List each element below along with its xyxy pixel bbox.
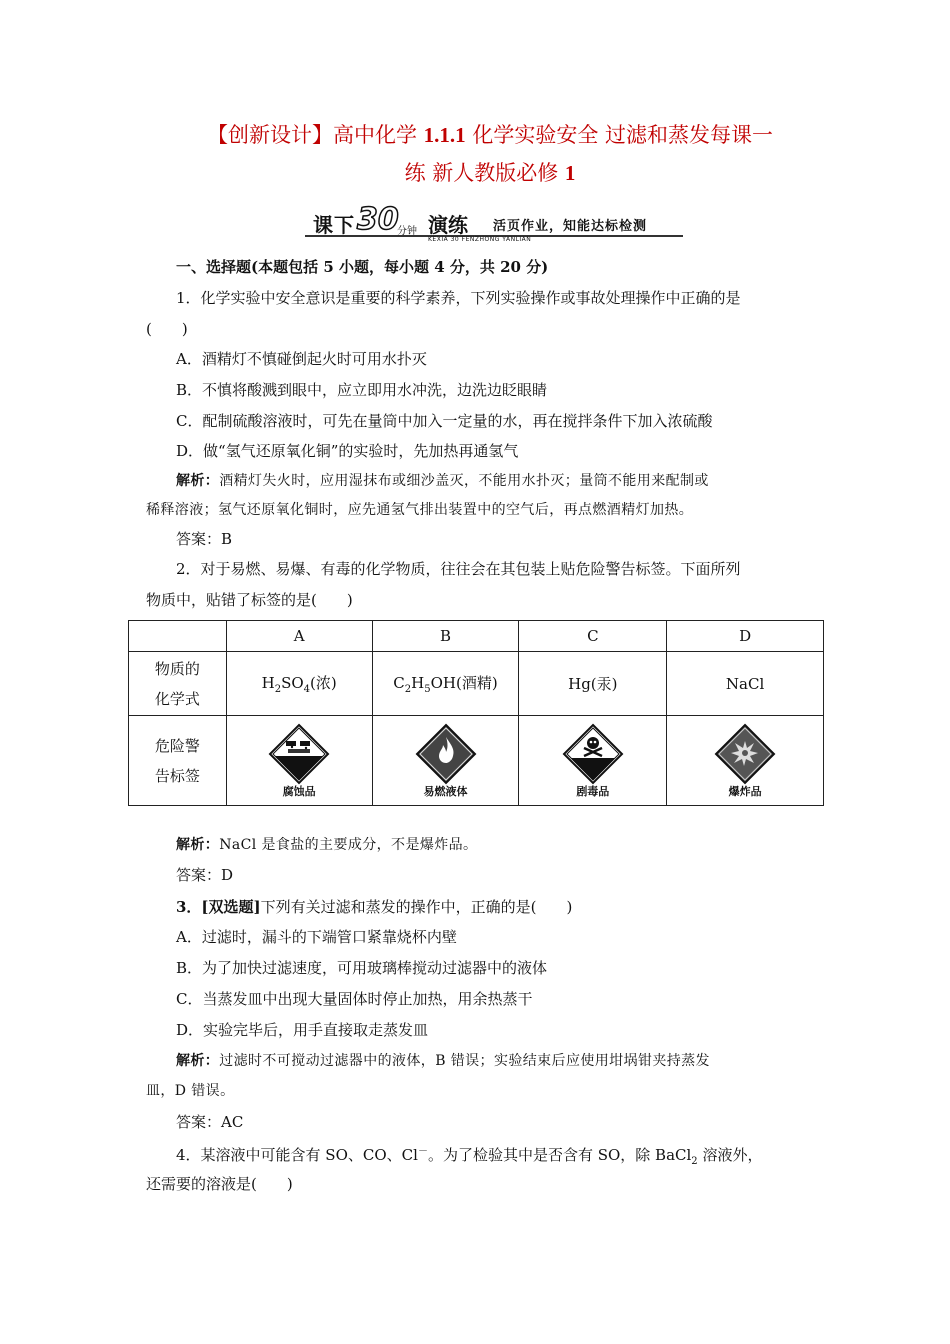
- q1-blank: ( ): [146, 320, 188, 338]
- hazard-table: [128, 620, 824, 806]
- q1-option-a: A．酒精灯不慎碰倒起火时可用水扑灭: [176, 350, 427, 368]
- flame-icon: [415, 723, 477, 785]
- q1-option-b: B．不慎将酸溅到眼中，应立即用水冲洗，边洗边眨眼睛: [176, 381, 548, 399]
- q1-option-c: C．配制硫酸溶液时，可先在量筒中加入一定量的水，再在搅拌条件下加入浓硫酸: [176, 412, 713, 430]
- formula-a: $H_2SO_4$(浓): [226, 652, 372, 716]
- banner-subtitle: 活页作业，知能达标检测: [493, 219, 648, 234]
- q2-answer: 答案：D: [176, 866, 234, 884]
- banner-number: 30: [357, 202, 399, 237]
- section-banner: [305, 202, 683, 246]
- q1-option-d: D．做“氢气还原氧化铜”的实验时，先加热再通氢气: [176, 442, 519, 460]
- q4-stem: 4．某溶液中可能含有 SO、CO、Cl－。为了检验其中是否含有 SO，除 BaCl$_2$ 溶液外，: [176, 1146, 763, 1167]
- q2-explanation: 解析：NaCl 是食盐的主要成分，不是爆炸品。: [176, 837, 478, 853]
- q3-answer: 答案：AC: [176, 1113, 244, 1131]
- sign-toxic: 剧毒品: [519, 716, 667, 806]
- sign-corrosive: 腐蚀品: [226, 716, 372, 806]
- table-header-empty: [129, 621, 227, 652]
- q2-stem: 2．对于易燃、易爆、有毒的化学物质，往往会在其包装上贴危险警告标签。下面所列: [176, 560, 741, 578]
- q3-explanation-cont: 皿，D 错误。: [146, 1083, 235, 1099]
- q1-answer: 答案：B: [176, 530, 233, 548]
- banner-fenzhong: 分钟: [397, 226, 417, 237]
- q3-option-b: B．为了加快过滤速度，可用玻璃棒搅动过滤器中的液体: [176, 959, 548, 977]
- sign-flammable-liquid: 易燃液体: [372, 716, 519, 806]
- table-header-a: A: [226, 621, 372, 652]
- formula-d: NaCl: [667, 652, 824, 716]
- banner-kexia: 课下: [313, 213, 355, 237]
- q1-stem: 1．化学实验中安全意识是重要的科学素养，下列实验操作或事故处理操作中正确的是: [176, 289, 741, 307]
- q1-explanation: 解析：酒精灯失火时，应用湿抹布或细沙盖灭，不能用水扑灭；量筒不能用来配制或: [176, 473, 709, 489]
- section-heading: 一、选择题(本题包括 5 小题，每小题 4 分，共 20 分): [176, 258, 549, 276]
- q3-option-d: D．实验完毕后，用手直接取走蒸发皿: [176, 1021, 429, 1039]
- formula-c: Hg(汞): [519, 652, 667, 716]
- q3-stem: 3．[双选题]下列有关过滤和蒸发的操作中，正确的是( ): [176, 898, 573, 916]
- corrosive-icon: [268, 723, 330, 785]
- table-header-b: B: [372, 621, 519, 652]
- banner-yanlian: 演练: [428, 213, 468, 237]
- banner-pinyin: KEXIA 30 FENZHONG YANLIAN: [428, 236, 532, 243]
- explosion-icon: [714, 723, 776, 785]
- q3-explanation: 解析：过滤时不可搅动过滤器中的液体，B 错误；实验结束后应使用坩埚钳夹持蒸发: [176, 1053, 710, 1069]
- table-header-c: C: [519, 621, 667, 652]
- q4-stem-cont: 还需要的溶液是( ): [146, 1175, 293, 1193]
- skull-icon: [562, 723, 624, 785]
- formula-b: $C_2H_5OH$(酒精): [372, 652, 519, 716]
- q2-stem-cont: 物质中，贴错了标签的是( ): [146, 591, 353, 609]
- q3-option-c: C．当蒸发皿中出现大量固体时停止加热，用余热蒸干: [176, 990, 533, 1008]
- sign-explosive: 爆炸品: [667, 716, 824, 806]
- table-header-d: D: [667, 621, 824, 652]
- q1-explanation-cont: 稀释溶液；氢气还原氧化铜时，应先通氢气排出装置中的空气后，再点燃酒精灯加热。: [146, 502, 694, 518]
- document-title: 【创新设计】高中化学 1.1.1 化学实验安全 过滤和蒸发每课一 练 新人教版必修 1: [206, 123, 774, 185]
- row-label-sign: 危险警 告标签: [129, 716, 227, 806]
- q3-option-a: A．过滤时，漏斗的下端管口紧靠烧杯内壁: [176, 928, 457, 946]
- row-label-formula: 物质的 化学式: [129, 652, 227, 716]
